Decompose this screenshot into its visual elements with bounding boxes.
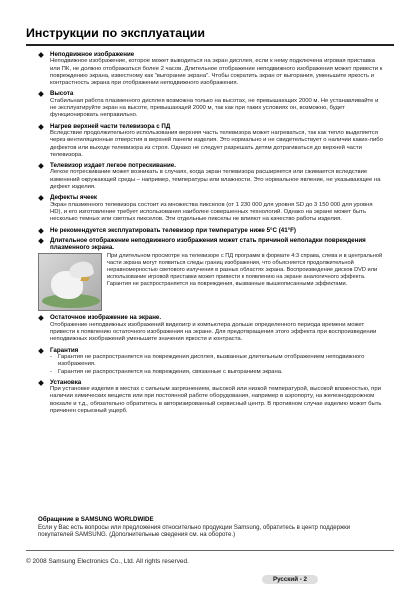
- instruction-body: Отображение неподвижных изображений видеоигр и компьютера дольше определенного периода времени может привести к появлению остаточного изображения на экране. Для предотвращения этого эффекта при воспроизведении неподвижных изображений уменьшите значения яркости и контраста.: [50, 321, 377, 343]
- contact-body: Если у Вас есть вопросы или предложения относительно продукции Samsung, обратитесь в центр поддержки покупателей SAMSUNG. (Дополнительные сведения см. на обороте.): [38, 523, 351, 539]
- instruction-body: Экран плазменного телевизора состоит из множества пикселов (от 1 230 000 для уровня SD до 3 150 000 для уровня HD), и его изготовление требует использования наиболее совершенных технологий. Однако на экране может быть несколько темных или светлых пикселов. Эти отдельные пикселы не влияют на качество работы изделия.: [50, 201, 373, 223]
- instruction-title: Установка: [38, 379, 386, 386]
- diamond-bullet-icon: [38, 195, 44, 201]
- warranty-line: - Гарантия не распространяется на повреждения дисплея, вызванные длительным отображением неподвижного изображения.: [50, 354, 386, 369]
- instruction-cell-defects: [38, 194, 386, 223]
- warranty-line: - Гарантия не распространяется на повреждения, связанные с выгоранием экрана.: [50, 369, 386, 376]
- instruction-title: Гарантия: [38, 347, 386, 354]
- instruction-body: Вследствие продолжительного использования верхняя часть телевизора может нагреваться, так как тепло выделяется через вентиляционные отверстия в верхней панели изделия. Это нормально и не свидетельствует о наличии каких-либо дефектов или выходе телевизора из строя. Однако не следует разрешать детям дотрагиваться до верхней части телевизора.: [50, 129, 383, 158]
- instruction-residual-image: [38, 314, 386, 343]
- diamond-bullet-icon: [38, 163, 44, 169]
- diamond-bullet-icon: [38, 228, 44, 234]
- page-header: [26, 22, 394, 46]
- footer-divider: [26, 550, 394, 551]
- instruction-body: Легкое потрескивание может возникать в случаях, когда экран телевизора расширяется или сжимается вследствие изменений окружающей среды – например, температуры или влажности. Это нормальное явление, не указывающее на дефект изделия.: [50, 169, 381, 191]
- diamond-bullet-icon: [38, 52, 44, 58]
- instruction-title: Длительное отображение неподвижного изображения может стать причиной неполадки повреждения плазменного экрана.: [38, 237, 386, 252]
- instruction-warranty: [38, 347, 386, 376]
- diamond-bullet-icon: [38, 315, 44, 321]
- illustrated-warning-text: При длительном просмотре на телевизоре с ПД программ в формате 4:3 справа, слева и в центральной части экрана могут появиться следы границ изображения, что объясняется продолжительной неравномерностью светового излучения в разных областях экрана. Воспроизведение дисков DVD или использование игровой приставки может привести к появлению на экране аналогичного эффекта. Гарантия не распространяется на повреждения, вызванные вышеописанными эффектами.: [107, 253, 383, 287]
- instruction-title: Нагрев верхней части телевизора с ПД: [38, 123, 386, 130]
- diamond-bullet-icon: [38, 91, 44, 97]
- contact-title: Обращение в SAMSUNG WORLDWIDE: [38, 516, 154, 523]
- instruction-heating: [38, 123, 386, 159]
- copyright-text: © 2008 Samsung Electronics Co., Ltd. All rights reserved.: [26, 558, 189, 565]
- diamond-bullet-icon: [38, 348, 44, 354]
- instruction-title: Дефекты ячеек: [38, 194, 386, 201]
- instruction-still-image: [38, 51, 386, 87]
- instruction-temperature: [38, 227, 386, 234]
- bird-beak: [80, 277, 89, 281]
- instruction-screen-burn: [38, 237, 386, 312]
- instruction-title: Телевизор издает легкое потрескивание.: [38, 162, 386, 169]
- instruction-body: При установке изделия в местах с сильным загрязнением, высокой или низкой температурой, высокой влажностью, при наличии химических веществ или при постоянной работе оборудования, например в аэропорту, на железнодорожном вокзале и т.д., обязательно обратитесь в авторизированный сервисный центр. В противном случае изделию может быть причинен серьезный ущерб.: [50, 386, 382, 414]
- instructions-list: [38, 51, 386, 418]
- warranty-list: [38, 354, 386, 376]
- page-number-badge: Русский - 2: [262, 575, 318, 584]
- diamond-bullet-icon: [38, 380, 44, 386]
- instruction-body: Неподвижное изображение, которое может выводиться на экран дисплея, если к нему подключена игровая приставка или ПК, не должно отображаться более 2 часов. Длительное отображение неподвижного изображения может привести к повреждению экрана, известному как "выгорание экрана". Чтобы сократить экран от выгорания, уменьшите яркость и контрастность экрана при отображении неподвижного изображения.: [50, 58, 383, 87]
- instruction-installation: [38, 379, 386, 415]
- instruction-title: Высота: [38, 90, 386, 97]
- instruction-crackling: [38, 162, 386, 191]
- contact-section: [38, 516, 386, 539]
- page-title: Инструкции по эксплуатации: [26, 26, 206, 40]
- instruction-altitude: [38, 90, 386, 119]
- instruction-title: Не рекомендуется эксплуатировать телевизор при температуре ниже 5°C (41°F): [38, 227, 386, 234]
- illustrated-warning: [38, 253, 386, 311]
- instruction-body: Стабильная работа плазменного дисплея возможна только на высотах, не превышающих 2000 м. Не устанавливайте и не эксплуатируйте экран на высоте, превышающей 2000 м, так как при таких условиях он, возможно, будет функционировать неправильно.: [50, 97, 379, 119]
- diamond-bullet-icon: [38, 124, 44, 130]
- bird-screen-image: [38, 253, 102, 311]
- instruction-title: Неподвижное изображение: [38, 51, 386, 58]
- diamond-bullet-icon: [38, 238, 44, 244]
- instruction-title: Остаточное изображение на экране.: [38, 314, 386, 321]
